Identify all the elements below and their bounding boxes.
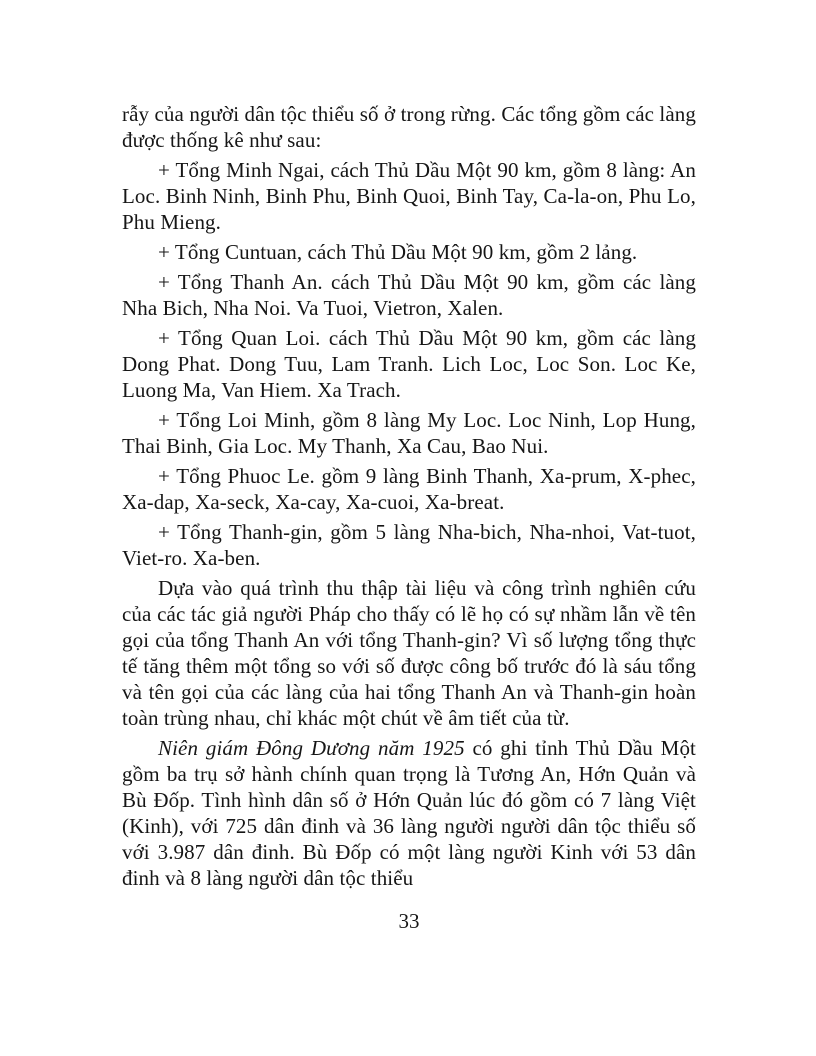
paragraph [122, 735, 696, 891]
paragraph [122, 239, 696, 265]
paragraph [122, 269, 696, 321]
paragraph [122, 575, 696, 731]
text-segment: + Tổng Loi Minh, gồm 8 làng My Loc. Loc Ninh, Lop Hung, Thai Binh, Gia Loc. My Thanh, Xa Cau, Bao Nui. [122, 408, 696, 458]
text-segment: + Tổng Thanh An. cách Thủ Dầu Một 90 km, gồm các làng Nha Bich, Nha Noi. Va Tuoi, Vietron, Xalen. [122, 270, 696, 320]
paragraph [122, 463, 696, 515]
page-body [122, 101, 696, 895]
text-segment: + Tổng Cuntuan, cách Thủ Dầu Một 90 km, gồm 2 lảng. [158, 240, 638, 264]
text-segment: rẫy của người dân tộc thiểu số ở trong rừng. Các tổng gồm các làng được thống kê như sau: [122, 102, 696, 152]
text-segment: + Tổng Minh Ngai, cách Thủ Dầu Một 90 km, gồm 8 làng: An Loc. Binh Ninh, Binh Phu, Binh Quoi, Binh Tay, Ca-la-on, Phu Lo, Phu Mieng. [122, 158, 696, 234]
text-segment: Dựa vào quá trình thu thập tài liệu và công trình nghiên cứu của các tác giả người Pháp cho thấy có lẽ họ có sự nhầm lẫn về tên gọi của tổng Thanh An với tổng Thanh-gin? Vì số lượng tổng thực tế tăng thêm một tổng so với số được công bố trước đó là sáu tổng và tên gọi của các làng của hai tổng Thanh An và Thanh-gin hoàn toàn trùng nhau, chỉ khác một chút về âm tiết của từ. [122, 576, 696, 730]
paragraph [122, 325, 696, 403]
paragraph [122, 101, 696, 153]
page-number: 33 [398, 909, 420, 933]
text-segment: + Tổng Quan Loi. cách Thủ Dầu Một 90 km, gồm các làng Dong Phat. Dong Tuu, Lam Tranh. Lich Loc, Loc Son. Loc Ke, Luong Ma, Van Hiem. Xa Trach. [122, 326, 696, 402]
text-segment: + Tổng Phuoc Le. gồm 9 làng Binh Thanh, Xa-prum, X-phec, Xa-dap, Xa-seck, Xa-cay, Xa-cuoi, Xa-breat. [122, 464, 696, 514]
text-segment: có ghi tỉnh Thủ Dầu Một gồm ba trụ sở hành chính quan trọng là Tương An, Hớn Quản và Bù Đốp. Tình hình dân số ở Hớn Quản lúc đó gồm có 7 làng Việt (Kinh), với 725 dân đinh và 36 làng người người dân tộc thiểu số với 3.987 dân đinh. Bù Đốp có một làng người Kinh với 53 dân đinh và 8 làng người dân tộc thiểu [122, 736, 696, 890]
paragraph [122, 407, 696, 459]
paragraph [122, 519, 696, 571]
text-segment: + Tổng Thanh-gin, gồm 5 làng Nha-bich, Nha-nhoi, Vat-tuot, Viet-ro. Xa-ben. [122, 520, 696, 570]
paragraph [122, 157, 696, 235]
italic-text-segment: Niên giám Đông Dương năm 1925 [158, 736, 465, 760]
